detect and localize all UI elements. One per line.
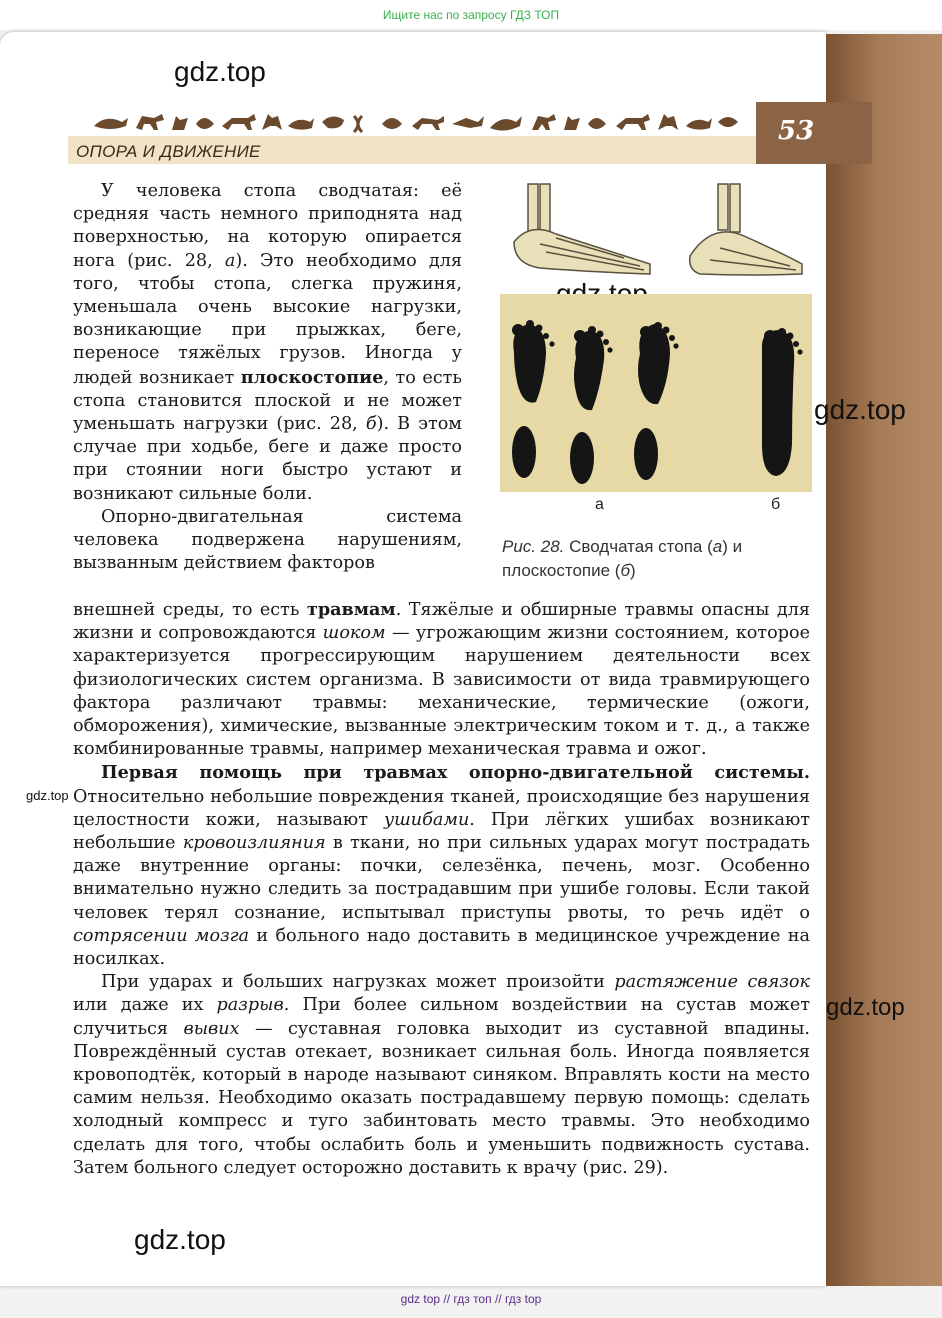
- section-title: ОПОРА И ДВИЖЕНИЕ: [76, 142, 261, 161]
- text-run: ). Это необходимо для того, чтобы стопа, слегка пружиня, уменьшала очень высокие нагрузки, возникающие при прыжках, беге, переносе тяжёлых грузов. Иногда у людей возникает: [73, 250, 462, 388]
- text-run: . При более сильном воздействии на сустав может случиться: [73, 995, 810, 1039]
- italic-run: а: [224, 250, 236, 271]
- caption-mid: ) и плоскостопие (: [502, 537, 743, 580]
- text-run: ). В этом случае при ходьбе, беге и даже просто при стоянии ноги быстро устают и возникают сильные боли.: [73, 414, 462, 504]
- watermark: gdz.top: [134, 1224, 226, 1255]
- text-run: . Тяжёлые и обширные травмы опасны для жизни и сопровождаются: [73, 600, 810, 644]
- figure-caption: [502, 535, 812, 583]
- caption-text: Сводчатая стопа (: [569, 537, 713, 556]
- text-column-wide: [73, 598, 810, 1180]
- text-run: . При лёгких ушибах возникают небольшие: [73, 809, 811, 854]
- separator: //: [440, 1292, 454, 1306]
- paragraph: [73, 971, 810, 1180]
- italic-run: ушибами: [383, 809, 470, 830]
- caption-end: ): [630, 561, 636, 580]
- caption-number: Рис. 28.: [502, 537, 565, 556]
- text-run: Опорно-двигательная система человека подвержена нарушениям, вызванным действием факторов: [73, 506, 462, 574]
- caption-a: а: [712, 537, 723, 556]
- text-column-narrow: [73, 180, 462, 575]
- text-run: внешней среды, то есть: [73, 600, 307, 620]
- paragraph: [73, 761, 810, 971]
- separator: //: [491, 1292, 505, 1306]
- caption-b: б: [620, 561, 631, 580]
- page-number: 53: [778, 116, 815, 146]
- figure-label-b: б: [771, 496, 781, 513]
- watermark: gdz.top: [174, 56, 266, 87]
- text-run: — угрожающим жизни состоянием, которое характеризуется прогрессирующим нарушением деятельности всех физиологических систем организма. В зависимости от вида травмирующего фактора различают травмы: механические, термические (ожоги, обморожения), химические, вызванные электрическим током и т. д., а также комбинированные травмы, например механическая травма и ожог.: [73, 623, 810, 760]
- animal-silhouettes-decoration: [92, 106, 742, 136]
- watermark: gdz.top: [826, 994, 905, 1021]
- italic-run: кровоизлияния: [182, 833, 326, 854]
- bold-term: травмам: [306, 599, 396, 620]
- paragraph: [73, 506, 462, 576]
- footprints-drawing: [500, 294, 812, 492]
- top-banner: [0, 0, 942, 30]
- text-run: в ткани, но при сильных ударах могут пострадать даже внутренние органы: почки, селезёнка, печень, мозг. Особенно внимательно нужно следить за пострадавшим при ушибе головы. Если такой человек терял сознание, испытывал приступы рвоты, то речь идёт о: [73, 833, 810, 923]
- italic-run: сотрясении мозга: [73, 925, 250, 946]
- figure-28-foot-skeletons: [500, 182, 812, 282]
- italic-run: растяжение связок: [614, 972, 810, 993]
- paragraph: [73, 180, 462, 506]
- bold-heading: Первая помощь при травмах опорно-двигательной системы.: [101, 762, 810, 784]
- paragraph: [73, 598, 810, 761]
- page-edge-decoration: [826, 34, 942, 1286]
- figure-28-footprints: [500, 294, 812, 492]
- section-header: [68, 136, 756, 164]
- italic-run: разрыв: [216, 995, 284, 1016]
- italic-run: б: [365, 414, 377, 435]
- text-run: , то есть стопа становится плоской и не может уменьшать нагрузки (рис. 28,: [73, 367, 462, 435]
- text-run: или даже их: [73, 995, 217, 1016]
- figure-label-a: а: [595, 496, 604, 513]
- bold-term: плоскостопие: [240, 366, 384, 388]
- italic-run: шоком: [322, 623, 386, 644]
- watermark: gdz.top: [814, 394, 906, 425]
- text-run: При ударах и больших нагрузках может произойти: [101, 972, 615, 993]
- text-run: Относительно небольшие повреждения тканей, происходящие без нарушения целостности кожи, называют: [73, 786, 810, 830]
- page-number-tab: [756, 102, 872, 164]
- text-run: — суставная головка выходит из суставной впадины. Повреждённый сустав отекает, возникает сильная боль. Иногда появляется кровоподтёк, который в народе называют синяком. Вправлять кости на место самим нельзя. Необходимо оказать пострадавшему первую помощь: сделать холодный компресс и туго забинтовать место травмы. Это необходимо сделать для того, чтобы ослабить боль и уменьшить подвижность сустава. Затем больного следует осторожно доставить к врачу (рис. 29).: [73, 1018, 810, 1178]
- bottom-link[interactable]: гдз топ: [453, 1292, 492, 1306]
- bottom-links: [0, 1292, 942, 1306]
- watermark: gdz.top: [26, 788, 69, 803]
- italic-run: вывих: [183, 1018, 240, 1039]
- text-run: У человека стопа сводчатая: её средняя часть немного приподнята над поверхностью, на которую опирается нога (рис. 28,: [73, 181, 462, 271]
- text-run: и больного надо доставить в медицинское учреждение на носилках.: [73, 925, 810, 970]
- bottom-link[interactable]: gdz top: [400, 1292, 441, 1306]
- bottom-link[interactable]: гдз top: [504, 1292, 542, 1306]
- top-banner-text[interactable]: Ищите нас по запросу ГДЗ ТОП: [382, 8, 560, 22]
